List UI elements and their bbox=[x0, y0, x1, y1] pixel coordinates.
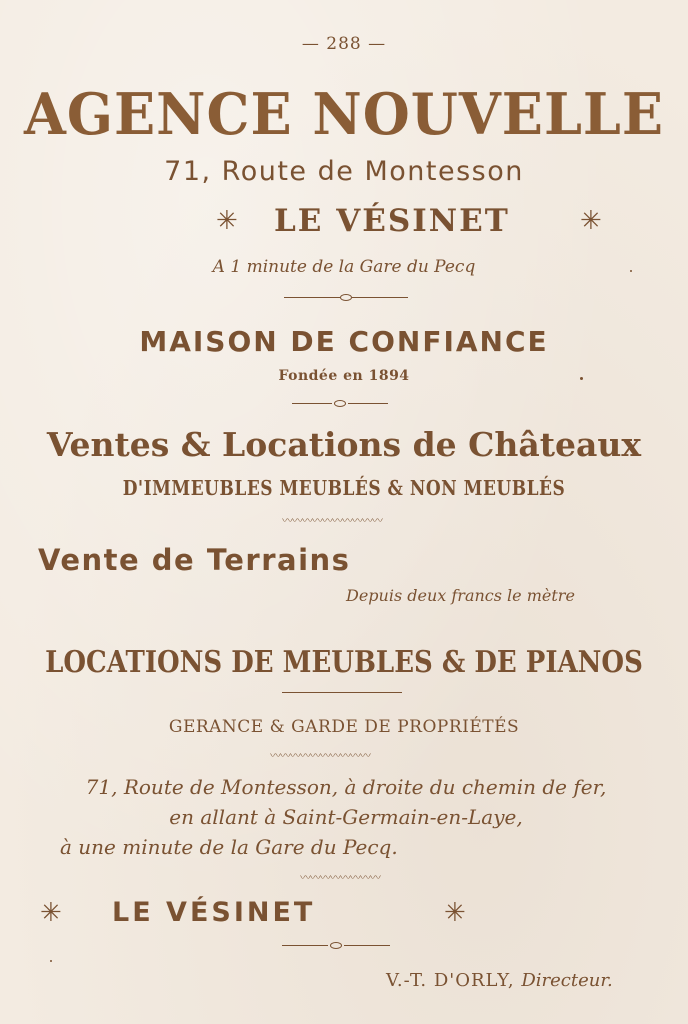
director-signature bbox=[386, 970, 613, 991]
agency-name: AGENCE NOUVELLE bbox=[23, 80, 665, 148]
ink-speck bbox=[630, 270, 632, 272]
divider-ornament bbox=[344, 945, 390, 946]
director-name: V.-T. D'ORLY, bbox=[386, 970, 515, 991]
management-line: GERANCE & GARDE DE PROPRIÉTÉS bbox=[168, 717, 520, 737]
founded-line: Fondée en 1894 bbox=[278, 368, 410, 384]
service-buildings: D'IMMEUBLES MEUBLÉS & NON MEUBLÉS bbox=[122, 477, 566, 501]
ink-speck bbox=[50, 960, 52, 962]
ornament-star-icon: ✳ bbox=[580, 206, 602, 236]
town-footer: LE VÉSINET bbox=[112, 897, 316, 928]
wavy-rule: 〰〰〰〰〰〰〰〰〰〰 bbox=[282, 516, 382, 526]
divider-ornament bbox=[292, 403, 332, 404]
full-address-line-1: 71, Route de Montesson, à droite du chemin de fer, bbox=[85, 775, 607, 799]
wavy-rule: 〰〰〰〰〰〰〰〰〰〰 bbox=[270, 751, 370, 761]
page-number: — 288 — bbox=[301, 34, 387, 54]
full-address-line-2: en allant à Saint-Germain-en-Laye, bbox=[169, 805, 523, 829]
location-note: A 1 minute de la Gare du Pecq bbox=[212, 257, 476, 277]
ornament-star-icon: ✳ bbox=[40, 898, 62, 928]
full-address-line-3: à une minute de la Gare du Pecq. bbox=[60, 835, 398, 859]
divider-ornament bbox=[352, 297, 408, 298]
divider-ornament-knot bbox=[330, 942, 342, 949]
land-price: Depuis deux francs le mètre bbox=[346, 586, 575, 605]
motto-heading: MAISON DE CONFIANCE bbox=[139, 325, 549, 358]
divider-ornament bbox=[348, 403, 388, 404]
land-sale-heading: Vente de Terrains bbox=[38, 543, 351, 577]
furniture-rental: LOCATIONS DE MEUBLES & DE PIANOS bbox=[45, 645, 643, 681]
wavy-rule: 〰〰〰〰〰〰〰〰 bbox=[300, 873, 380, 883]
director-role: Directeur. bbox=[521, 970, 613, 991]
divider-ornament bbox=[282, 945, 328, 946]
ink-speck bbox=[580, 377, 583, 380]
address-line: 71, Route de Montesson bbox=[164, 156, 524, 187]
divider-ornament-knot bbox=[334, 400, 346, 407]
divider-rule bbox=[282, 692, 402, 693]
ornament-star-icon: ✳ bbox=[444, 898, 466, 928]
service-sales: Ventes & Locations de Châteaux bbox=[46, 425, 642, 464]
divider-ornament-knot bbox=[340, 294, 352, 301]
town-name: LE VÉSINET bbox=[274, 203, 510, 239]
ornament-star-icon: ✳ bbox=[216, 206, 238, 236]
divider-ornament bbox=[284, 297, 340, 298]
